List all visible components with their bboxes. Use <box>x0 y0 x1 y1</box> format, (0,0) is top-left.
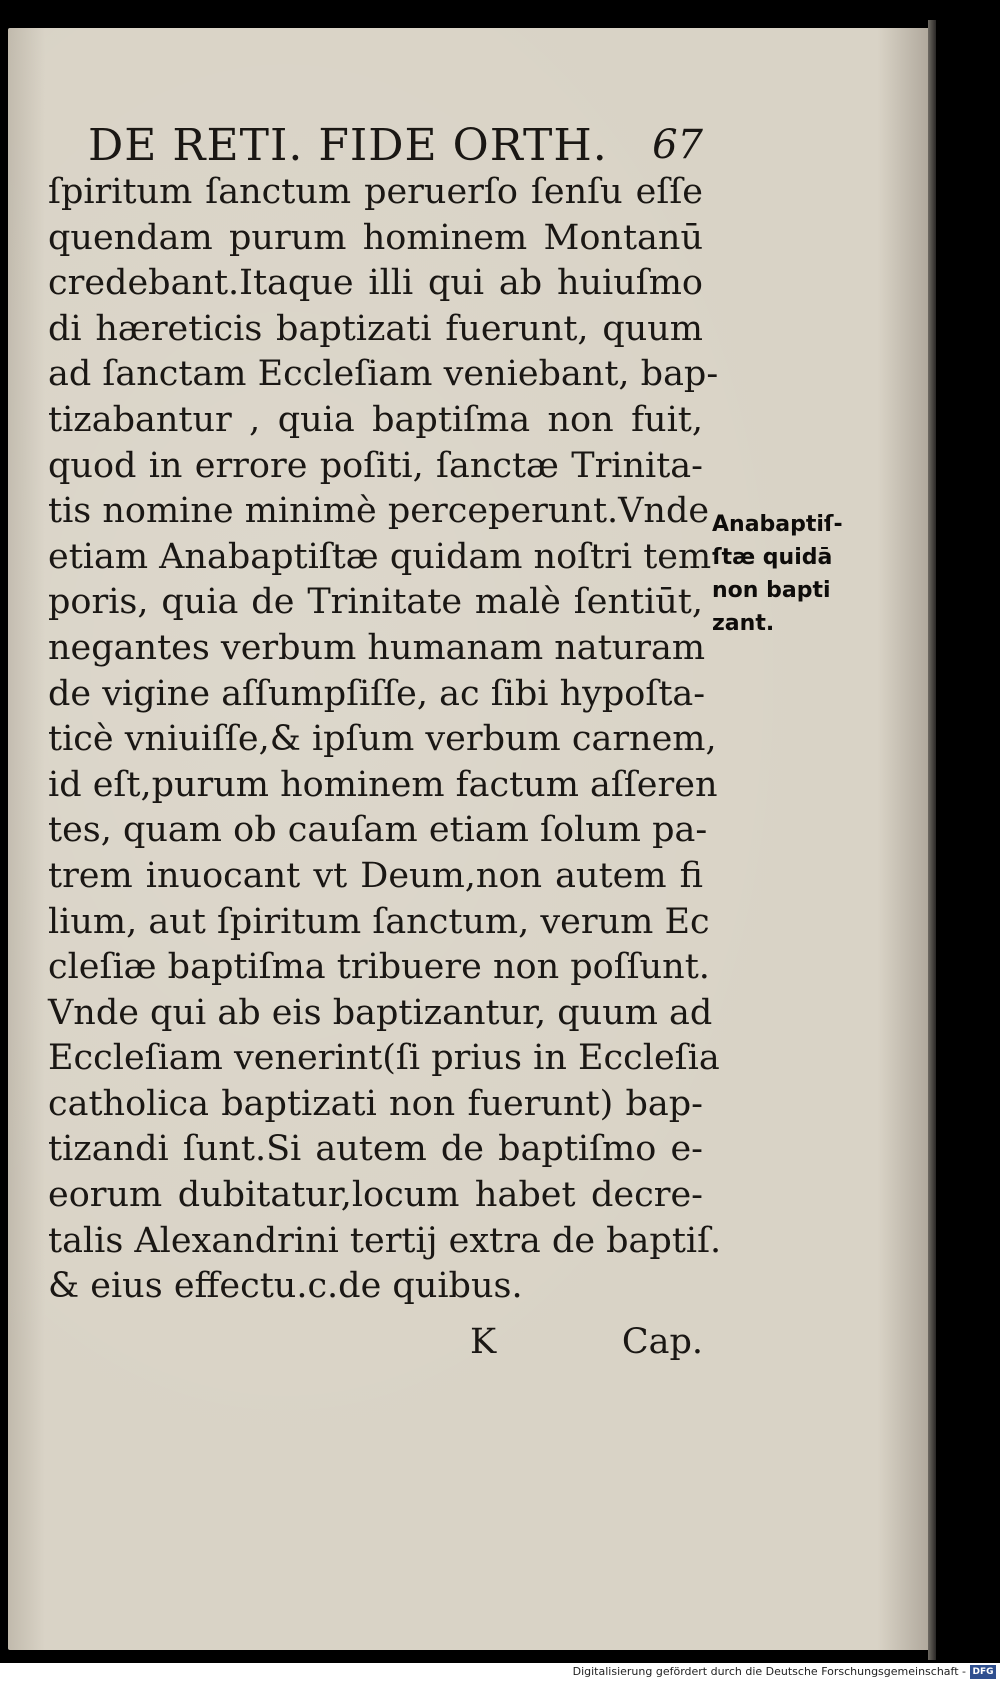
text-line: lium, aut ſpiritum ſanctum, verum Ec <box>48 901 710 942</box>
signature-mark: K <box>470 1322 497 1362</box>
marginal-note-line: Anabaptiſ- <box>712 512 843 537</box>
text-line: ad ſanctam Eccleſiam veniebant, bap- <box>48 354 719 395</box>
text-line: credebant.Itaque illi qui ab huiuſmo <box>48 263 703 304</box>
text-line: tis nomine minimè perceperunt.Vnde <box>48 491 710 532</box>
funding-credit: Digitalisierung gefördert durch die Deutsche Forschungsgemeinschaft - <box>572 1665 966 1678</box>
dfg-logo: DFG <box>970 1665 996 1679</box>
text-line: Eccleſiam venerint(ſi prius in Eccleſia <box>48 1038 720 1079</box>
text-line: tizandi ſunt.Si autem de baptiſmo e- <box>48 1129 703 1170</box>
catchword-line <box>470 1322 703 1372</box>
text-line: etiam Anabaptiſtæ quidam noſtri tem <box>48 536 712 577</box>
text-line: Vnde qui ab eis baptizantur, quum ad <box>48 992 713 1033</box>
body-text <box>48 170 722 1310</box>
text-line: de vigine aſſumpſiſſe, ac ſibi hypoſta- <box>48 673 706 714</box>
marginal-note-line: zant. <box>712 611 775 636</box>
marginal-note <box>712 508 872 640</box>
text-line: tes, quam ob cauſam etiam ſolum pa- <box>48 810 708 851</box>
catchword: Cap. <box>621 1322 703 1362</box>
text-line: cleſiæ baptiſma tribuere non poſſunt. <box>48 947 710 988</box>
text-line: quod in errore poſiti, ſanctæ Trinita- <box>48 445 703 486</box>
page-edge <box>928 20 936 1660</box>
text-line: ſpiritum ſanctum peruerſo ſenſu eſſe <box>48 172 703 212</box>
text-line: trem inuocant vt Deum,non autem fi <box>48 855 703 896</box>
text-line: di hæreticis baptizati fuerunt, quum <box>48 308 703 349</box>
text-line: id eſt,purum hominem factum aſſeren <box>48 764 718 805</box>
text-line: poris, quia de Trinitate malè ſentiūt, <box>48 582 703 623</box>
digitization-footer <box>0 1663 1000 1683</box>
running-head-title: DE RETI. FIDE ORTH. <box>88 120 608 171</box>
marginal-note-line: non bapti <box>712 578 831 603</box>
text-line: negantes verbum humanam naturam <box>48 627 706 668</box>
page-number: 67 <box>652 122 703 168</box>
text-line: & eius effectu.c.de quibus. <box>48 1266 523 1307</box>
text-line: talis Alexandrini tertij extra de baptiſ. <box>48 1220 722 1261</box>
text-line: quendam purum hominem Montanū <box>48 217 703 258</box>
text-line: ticè vniuiſſe,& ipſum verbum carnem, <box>48 719 717 760</box>
marginal-note-line: ſtæ quidā <box>712 545 833 570</box>
text-line: catholica baptizati non fuerunt) bap- <box>48 1083 703 1124</box>
text-line: tizabantur , quia baptiſma non fuit, <box>48 399 703 440</box>
text-line: eorum dubitatur,locum habet decre- <box>48 1175 703 1216</box>
